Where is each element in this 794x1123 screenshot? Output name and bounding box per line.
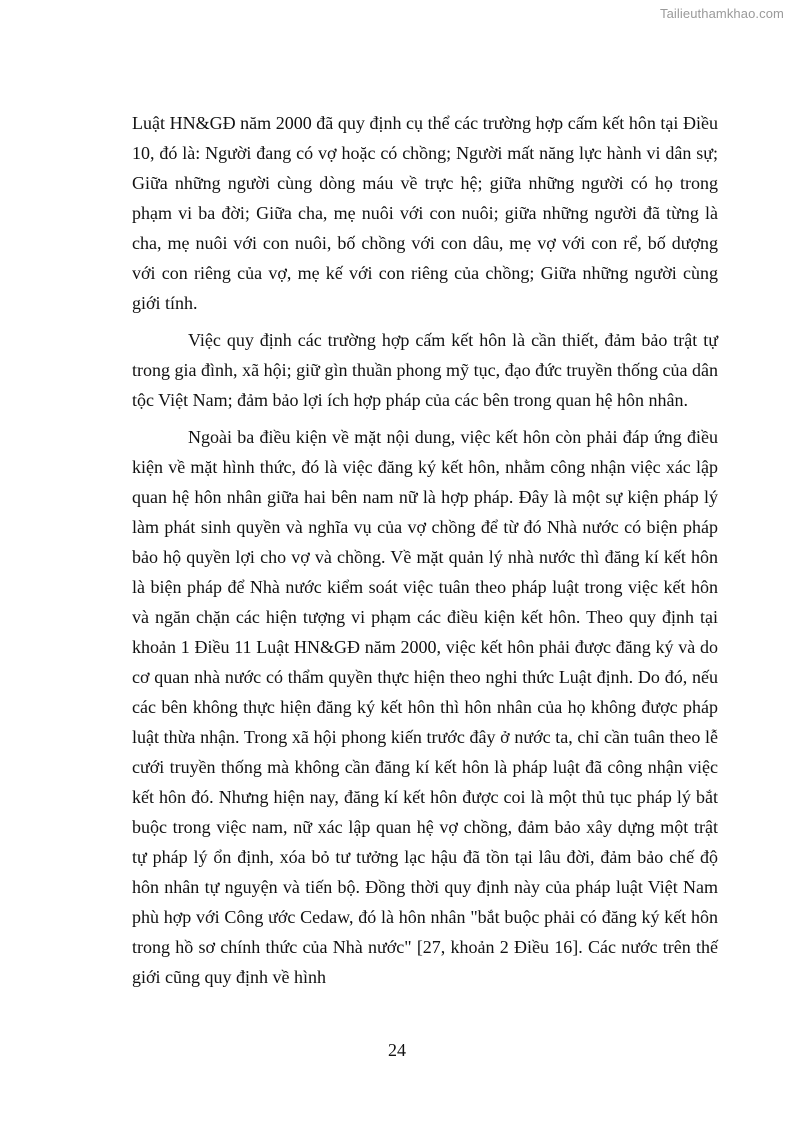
document-body <box>132 108 718 992</box>
watermark-text: Tailieuthamkhao.com <box>659 6 784 21</box>
page-number: 24 <box>388 1040 406 1060</box>
paragraph-prohibited-marriages: Luật HN&GĐ năm 2000 đã quy định cụ thể các trường hợp cấm kết hôn tại Điều 10, đó là: Người đang có vợ hoặc có chồng; Người mất năng lực hành vi dân sự; Giữa những người cùng dòng máu về trực hệ; giữa những người có họ trong phạm vi ba đời; Giữa cha, mẹ nuôi với con nuôi; giữa những người đã từng là cha, mẹ nuôi với con nuôi, bố chồng với con dâu, mẹ vợ với con rể, bố dượng với con riêng của vợ, mẹ kế với con riêng của chồng; Giữa những người cùng giới tính. <box>132 113 718 313</box>
paragraph-prohibition-purpose: Việc quy định các trường hợp cấm kết hôn là cần thiết, đảm bảo trật tự trong gia đình, xã hội; giữ gìn thuần phong mỹ tục, đạo đức truyền thống của dân tộc Việt Nam; đảm bảo lợi ích hợp pháp của các bên trong quan hệ hôn nhân. <box>132 330 718 410</box>
paragraph-marriage-registration: Ngoài ba điều kiện về mặt nội dung, việc kết hôn còn phải đáp ứng điều kiện về mặt hình thức, đó là việc đăng ký kết hôn, nhằm công nhận việc xác lập quan hệ hôn nhân giữa hai bên nam nữ là hợp pháp. Đây là một sự kiện pháp lý làm phát sinh quyền và nghĩa vụ của vợ chồng để từ đó Nhà nước có biện pháp bảo hộ quyền lợi cho vợ và chồng. Về mặt quản lý nhà nước thì đăng kí kết hôn là biện pháp để Nhà nước kiểm soát việc tuân theo pháp luật trong việc kết hôn và ngăn chặn các hiện tượng vi phạm các điều kiện kết hôn. Theo quy định tại khoản 1 Điều 11 Luật HN&GĐ năm 2000, việc kết hôn phải được đăng ký và do cơ quan nhà nước có thẩm quyền thực hiện theo nghi thức Luật định. Do đó, nếu các bên không thực hiện đăng ký kết hôn thì hôn nhân của họ không được pháp luật thừa nhận. Trong xã hội phong kiến trước đây ở nước ta, chỉ cần tuân theo lễ cưới truyền thống mà không cần đăng kí kết hôn là pháp luật đã công nhận việc kết hôn đó. Nhưng hiện nay, đăng kí kết hôn được coi là một thủ tục pháp lý bắt buộc trong việc nam, nữ xác lập quan hệ vợ chồng, đảm bảo xây dựng một trật tự pháp lý ổn định, xóa bỏ tư tưởng lạc hậu đã tồn tại lâu đời, đảm bảo chế độ hôn nhân tự nguyện và tiến bộ. Đồng thời quy định này của pháp luật Việt Nam phù hợp với Công ước Cedaw, đó là hôn nhân "bắt buộc phải có đăng ký kết hôn trong hồ sơ chính thức của Nhà nước" [27, khoản 2 Điều 16]. Các nước trên thế giới cũng quy định về hình <box>132 427 718 987</box>
